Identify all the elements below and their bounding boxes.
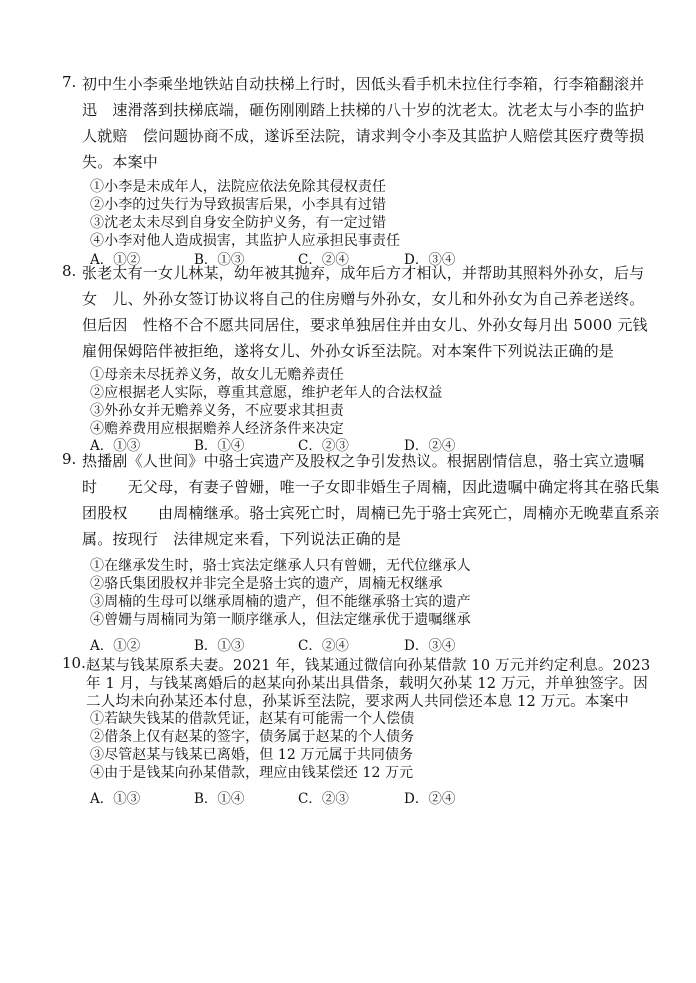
answer-choice-c[interactable]: C．②③ — [298, 791, 349, 807]
answer-choice-d[interactable]: D．②④ — [404, 438, 456, 454]
answer-choice-b[interactable]: B．①④ — [194, 791, 245, 807]
question-stem-line: 时 无父母，有妻子曾姗，唯一子女即非婚生子周楠，因此遗嘱中确定将其在骆氏集 — [82, 478, 660, 496]
question-option: ③尽管赵某与钱某已离婚，但 12 万元属于共同债务 — [90, 747, 414, 763]
question-stem-line: 二人均未向孙某还本付息，孙某诉至法院，要求两人共同偿还本息 12 万元。本案中 — [86, 694, 629, 710]
question-option: ①母亲未尽抚养义务，故女儿无赡养责任 — [90, 367, 344, 383]
question-option: ②应根据老人实际，尊重其意愿，维护老年人的合法权益 — [90, 385, 443, 401]
question-option: ②借条上仅有赵某的签字，债务属于赵某的个人债务 — [90, 729, 415, 745]
question-option: ③沈老太未尽到自身安全防护义务，有一定过错 — [90, 215, 387, 231]
question-stem-line: 热播剧《人世间》中骆士宾遗产及股权之争引发热议。根据剧情信息，骆士宾立遗嘱 — [82, 452, 645, 470]
question-stem-line: 失。本案中 — [82, 153, 159, 171]
question-stem-line: 初中生小李乘坐地铁站自动扶梯上行时，因低头看手机未拉住行李箱，行李箱翻滚并 — [82, 75, 645, 93]
answer-choice-b[interactable]: B．①③ — [194, 252, 245, 268]
question-option: ③周楠的生母可以继承周楠的遗产，但不能继承骆士宾的遗产 — [90, 594, 471, 610]
answer-choice-b[interactable]: B．①④ — [194, 438, 245, 454]
question-stem-line: 赵某与钱某原系夫妻。2021 年，钱某通过微信向孙某借款 10 万元并约定利息。2023 — [86, 658, 651, 674]
question-option: ④曾姗与周楠同为第一顺序继承人，但法定继承优于遗嘱继承 — [90, 612, 471, 628]
question-option: ②小李的过失行为导致损害后果，小李具有过错 — [90, 197, 387, 213]
question-stem-line: 人就赔 偿问题协商不成，遂诉至法院，请求判令小李及其监护人赔偿其医疗费等损 — [82, 127, 645, 145]
answer-choice-b[interactable]: B．①③ — [194, 638, 245, 654]
question-stem-line: 属。按现行 法律规定来看，下列说法正确的是 — [82, 530, 402, 548]
question-number: 8. — [62, 262, 77, 280]
answer-choice-c[interactable]: C．②③ — [298, 438, 349, 454]
question-option: ④小李对他人造成损害，其监护人应承担民事责任 — [90, 233, 401, 249]
answer-choice-a[interactable]: A．①③ — [90, 791, 141, 807]
question-stem-line: 张老太有一女儿林某，幼年被其抛弃，成年后方才相认，并帮助其照料外孙女，后与 — [82, 264, 645, 282]
answer-choice-c[interactable]: C．②④ — [298, 638, 349, 654]
question-stem-line: 年 1 月，与钱某离婚后的赵某向孙某出具借条，载明欠孙某 12 万元，并单独签字。因 — [86, 676, 649, 692]
question-option: ④赡养费用应根据赡养人经济条件来决定 — [90, 421, 344, 437]
question-stem-line: 团股权 由周楠继承。骆士宾死亡时，周楠已先于骆士宾死亡，周楠亦无晚辈直系亲 — [82, 504, 660, 522]
answer-choice-a[interactable]: A．①② — [90, 252, 141, 268]
question-number: 9. — [62, 450, 77, 468]
question-option: ②骆氏集团股权并非完全是骆士宾的遗产，周楠无权继承 — [90, 576, 443, 592]
question-option: ④由于是钱某向孙某借款，理应由钱某偿还 12 万元 — [90, 765, 414, 781]
answer-choice-d[interactable]: D．③④ — [404, 638, 456, 654]
question-stem-line: 女 儿、外孙女签订协议将自己的住房赠与外孙女，女儿和外孙女为自己养老送终。 — [82, 290, 645, 308]
question-option: ①在继承发生时，骆士宾法定继承人只有曾姗，无代位继承人 — [90, 558, 471, 574]
question-option: ①若缺失钱某的借款凭证，赵某有可能需一个人偿债 — [90, 711, 415, 727]
question-stem-line: 雇佣保姆陪伴被拒绝，遂将女儿、外孙女诉至法院。对本案件下列说法正确的是 — [82, 342, 615, 360]
answer-choice-a[interactable]: A．①② — [90, 638, 141, 654]
answer-choice-d[interactable]: D．②④ — [404, 791, 456, 807]
question-option: ①小李是未成年人，法院应依法免除其侵权责任 — [90, 179, 387, 195]
answer-choice-d[interactable]: D．③④ — [404, 252, 456, 268]
question-option: ③外孙女并无赡养义务，不应要求其担责 — [90, 403, 344, 419]
question-number: 10. — [62, 654, 86, 672]
answer-choice-a[interactable]: A．①③ — [90, 438, 141, 454]
question-stem-line: 迅 速滑落到扶梯底端，砸伤刚刚踏上扶梯的八十岁的沈老太。沈老太与小李的监护 — [82, 101, 645, 119]
question-stem-line: 但后因 性格不合不愿共同居住，要求单独居住并由女儿、外孙女每月出 5000 元钱 — [82, 316, 648, 334]
answer-choice-c[interactable]: C．②④ — [298, 252, 349, 268]
question-number: 7. — [62, 73, 77, 91]
